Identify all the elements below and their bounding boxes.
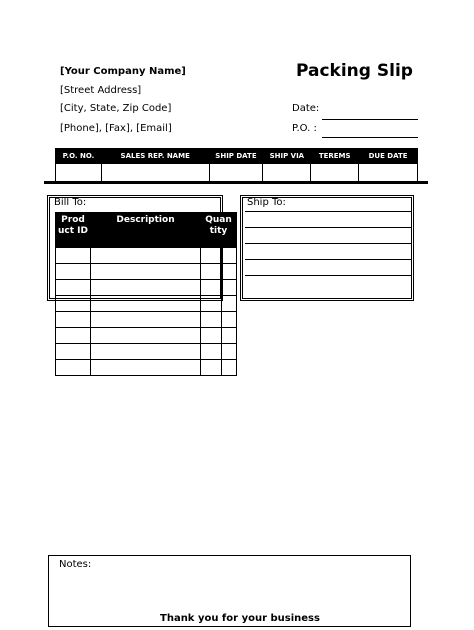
section-divider (44, 181, 428, 184)
quantity-cell[interactable] (201, 264, 222, 280)
ship-date-cell[interactable] (209, 164, 263, 182)
po-field[interactable] (322, 137, 418, 138)
due-date-cell[interactable] (359, 164, 418, 182)
description-cell[interactable] (91, 280, 201, 296)
spacer-cell (222, 248, 237, 264)
city-state-zip: [City, State, Zip Code] (60, 103, 172, 114)
spacer-cell (222, 328, 237, 344)
quantity-cell[interactable] (201, 280, 222, 296)
ship-to-label: Ship To: (247, 197, 286, 208)
contact-info: [Phone], [Fax], [Email] (60, 123, 172, 134)
quantity-cell[interactable] (201, 360, 222, 376)
spacer-cell (222, 344, 237, 360)
order-info-table (55, 148, 418, 182)
product-id-cell[interactable] (56, 344, 91, 360)
po-label: P.O. : (292, 123, 317, 134)
street-address: [Street Address] (60, 85, 142, 96)
product-id-cell[interactable] (56, 312, 91, 328)
quantity-cell[interactable] (201, 344, 222, 360)
header-sales-rep: SALES REP. NAME (101, 149, 209, 164)
spacer-cell (222, 296, 237, 312)
ship-to-line[interactable] (245, 243, 411, 259)
header-po-no: P.O. NO. (56, 149, 102, 164)
date-field[interactable] (322, 119, 418, 120)
order-info-row (56, 164, 418, 182)
table-row (56, 344, 237, 360)
bill-to-label: Bill To: (54, 197, 87, 208)
table-row (56, 264, 237, 280)
header-product-id: Prod uct ID (56, 213, 91, 248)
table-row (56, 296, 237, 312)
ship-to-line[interactable] (245, 275, 411, 291)
quantity-cell[interactable] (201, 296, 222, 312)
description-cell[interactable] (91, 344, 201, 360)
quantity-cell[interactable] (201, 312, 222, 328)
table-row (56, 280, 237, 296)
header-due-date: DUE DATE (359, 149, 418, 164)
header-description: Description (91, 213, 201, 248)
header-ship-via: SHIP VIA (263, 149, 311, 164)
table-row (56, 312, 237, 328)
header-ship-date: SHIP DATE (209, 149, 263, 164)
description-cell[interactable] (91, 296, 201, 312)
product-id-cell[interactable] (56, 248, 91, 264)
product-id-cell[interactable] (56, 264, 91, 280)
sales-rep-cell[interactable] (101, 164, 209, 182)
spacer-cell (222, 312, 237, 328)
table-row (56, 328, 237, 344)
spacer-cell (222, 280, 237, 296)
table-row (56, 248, 237, 264)
ship-to-lines (245, 211, 411, 291)
spacer-cell (222, 264, 237, 280)
date-label: Date: (292, 103, 320, 114)
ship-to-line[interactable] (245, 211, 411, 227)
ship-to-line[interactable] (245, 259, 411, 275)
notes-label: Notes: (59, 559, 92, 570)
product-id-cell[interactable] (56, 328, 91, 344)
header-terms: TEREMS (311, 149, 359, 164)
spacer-cell (222, 360, 237, 376)
order-info-header-row (56, 149, 418, 164)
terms-cell[interactable] (311, 164, 359, 182)
description-cell[interactable] (91, 360, 201, 376)
product-id-cell[interactable] (56, 280, 91, 296)
company-name: [Your Company Name] (60, 66, 186, 77)
description-cell[interactable] (91, 248, 201, 264)
description-cell[interactable] (91, 328, 201, 344)
quantity-cell[interactable] (201, 248, 222, 264)
header-quantity: Quan tity (201, 213, 237, 248)
product-id-cell[interactable] (56, 296, 91, 312)
product-id-cell[interactable] (56, 360, 91, 376)
product-table (55, 212, 237, 376)
thank-you-message: Thank you for your business (160, 613, 320, 624)
ship-to-line[interactable] (245, 227, 411, 243)
quantity-cell[interactable] (201, 328, 222, 344)
table-row (56, 360, 237, 376)
po-no-cell[interactable] (56, 164, 102, 182)
description-cell[interactable] (91, 264, 201, 280)
ship-via-cell[interactable] (263, 164, 311, 182)
product-header-row (56, 213, 237, 248)
description-cell[interactable] (91, 312, 201, 328)
document-title: Packing Slip (296, 61, 413, 81)
